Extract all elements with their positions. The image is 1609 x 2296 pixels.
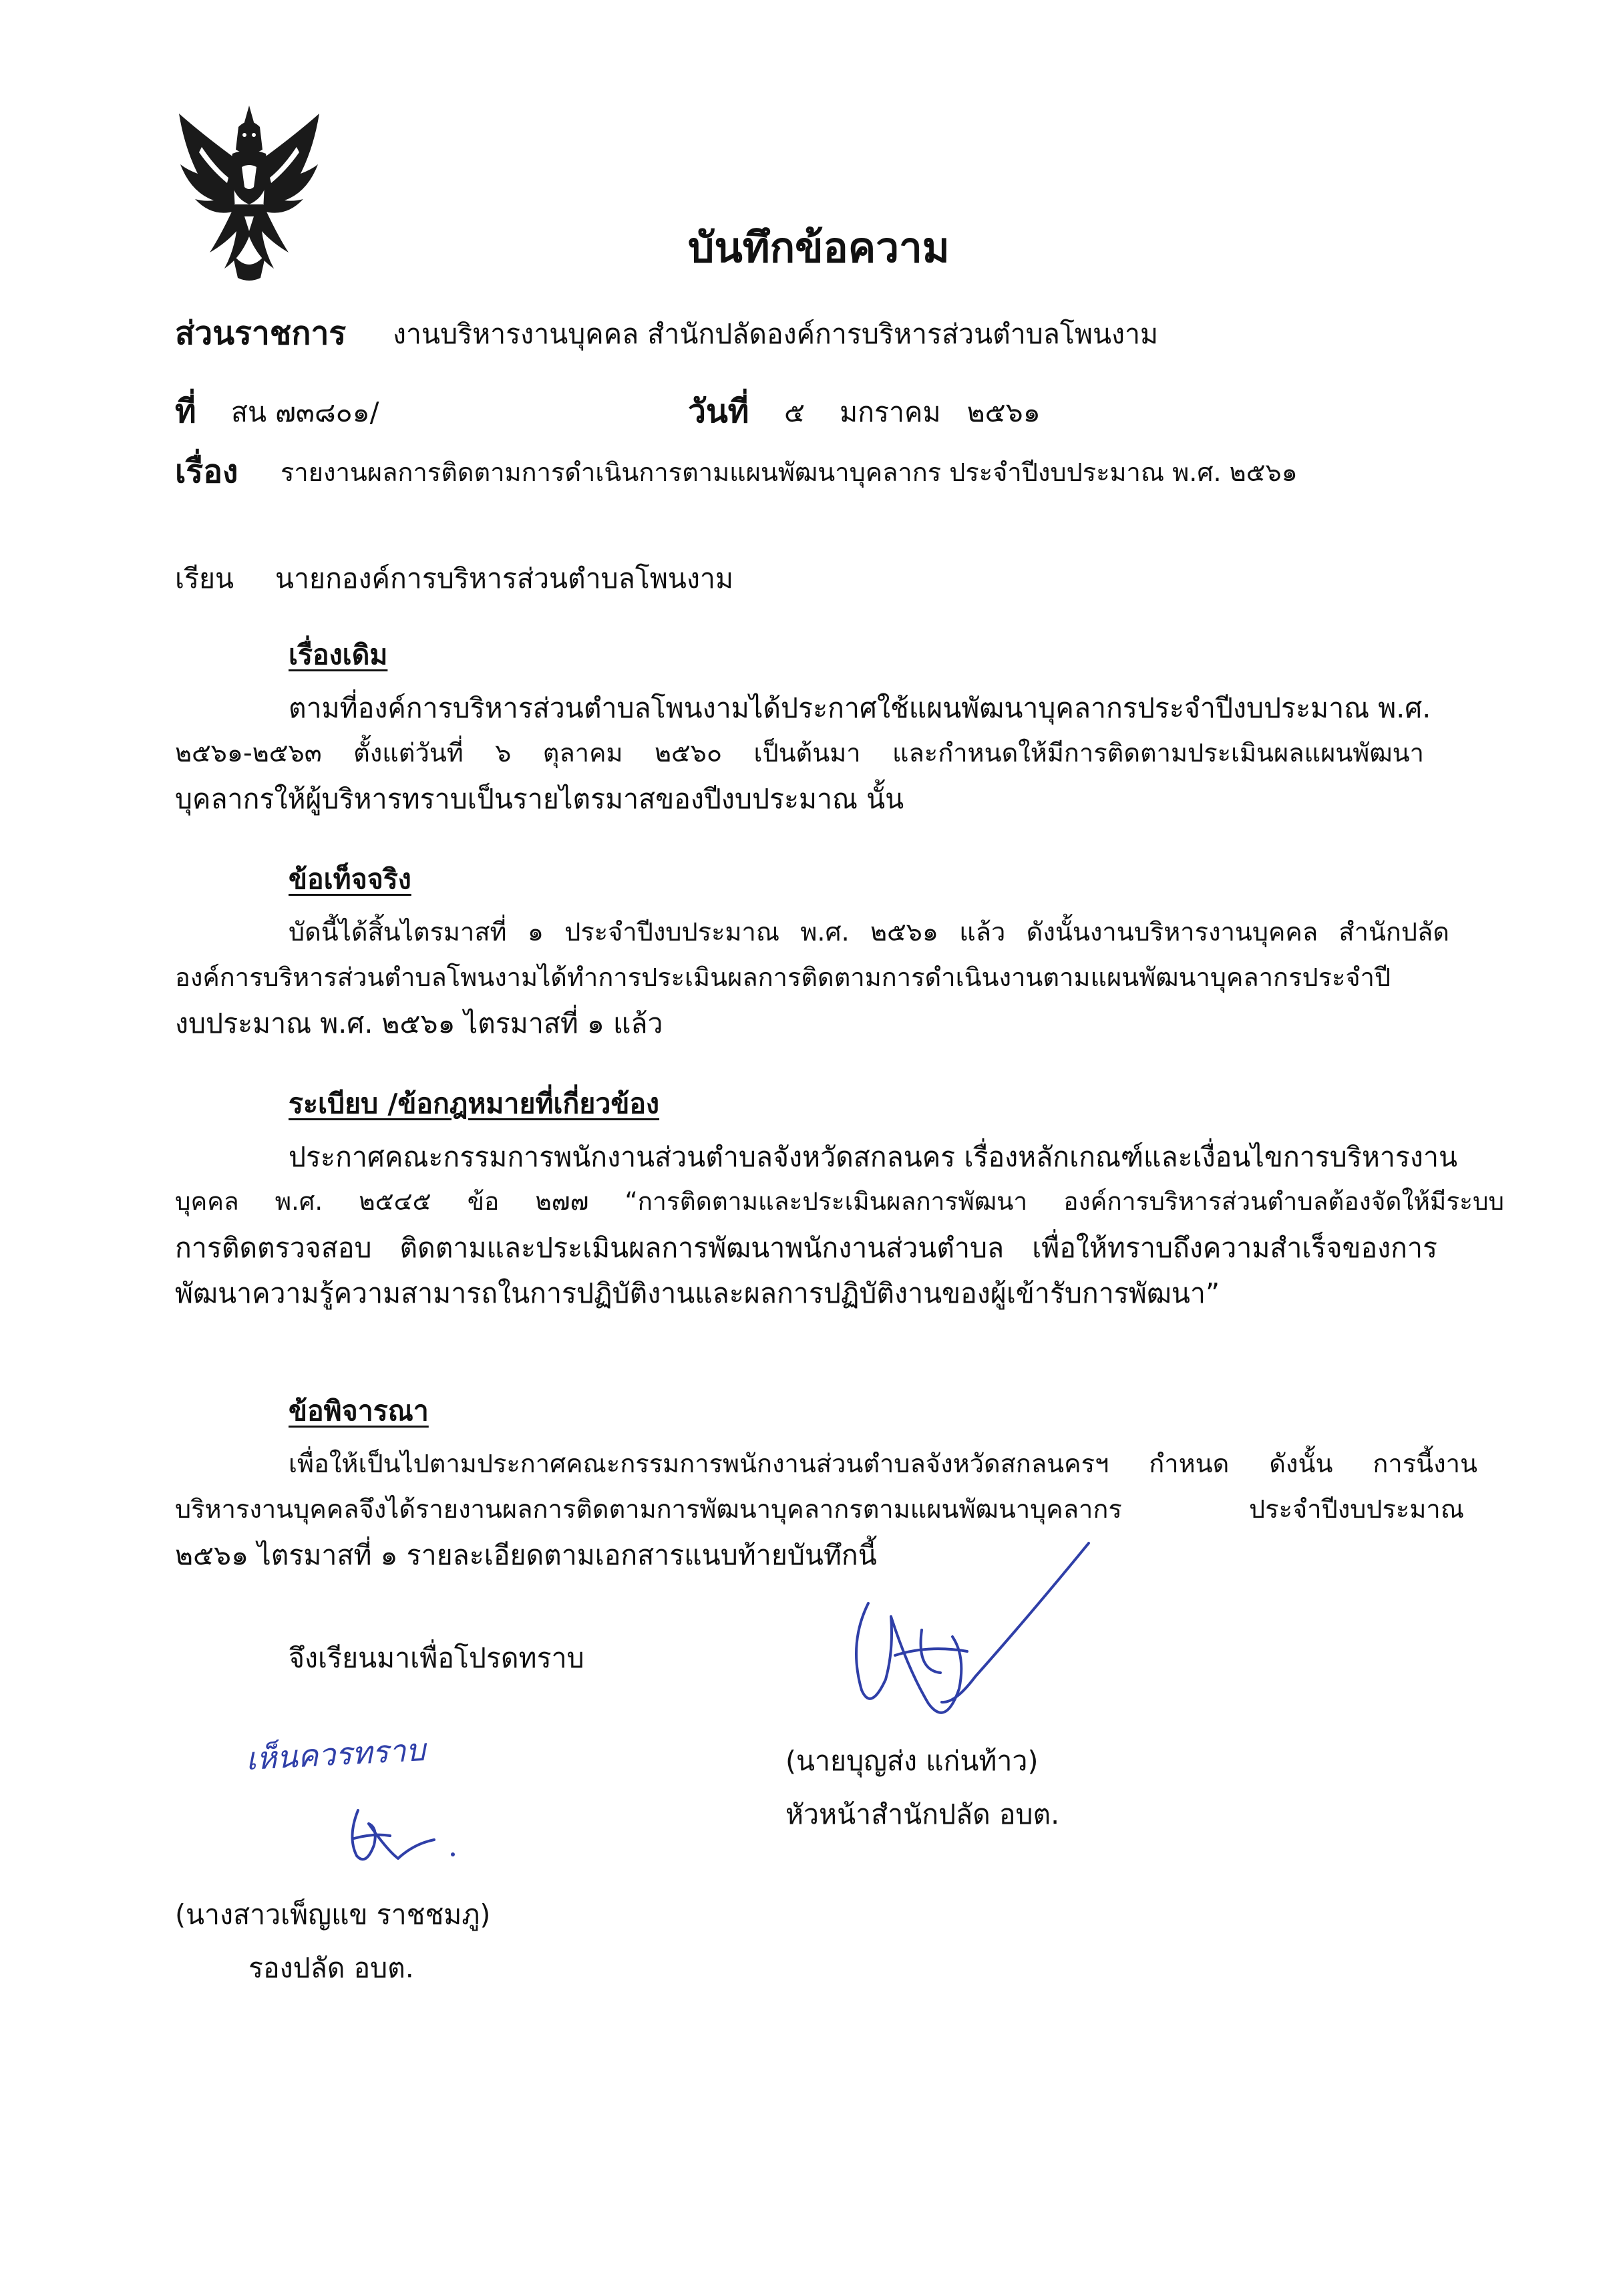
agency-label: ส่วนราชการ <box>175 315 347 352</box>
paragraph-line: การติดตรวจสอบ ติดตามและประเมินผลการพัฒนาพนักงานส่วนตำบล เพื่อให้ทราบถึงความสำเร็จของการ <box>175 1232 1437 1264</box>
paragraph-line: ๒๕๖๑-๒๕๖๓ ตั้งแต่วันที่ ๖ ตุลาคม ๒๕๖๐ เป็นต้นมา และกำหนดให้มีการติดตามประเมินผลแผนพัฒนา <box>175 738 1424 768</box>
salutation-label: เรียน <box>175 562 234 595</box>
date-value: ๕ มกราคม ๒๕๖๑ <box>784 396 1041 428</box>
paragraph-line: บัดนี้ได้สิ้นไตรมาสที่ ๑ ประจำปีงบประมาณ พ.ศ. ๒๕๖๑ แล้ว ดังนั้นงานบริหารงานบุคคล สำนักปลัด <box>289 917 1449 947</box>
signatory-left-position: รองปลัด อบต. <box>248 1952 414 1984</box>
subject-label: เรื่อง <box>175 453 238 490</box>
paragraph-line: องค์การบริหารส่วนตำบลโพนงามได้ทำการประเมินผลการติดตามการดำเนินงานตามแผนพัฒนาบุคลากรประจำปี <box>175 963 1391 992</box>
agency-value: งานบริหารงานบุคคล สำนักปลัดองค์การบริหารส่วนตำบลโพนงาม <box>393 318 1159 350</box>
paragraph-line: บุคคล พ.ศ. ๒๕๔๕ ข้อ ๒๗๗ “การติดตามและประเมินผลการพัฒนา องค์การบริหารส่วนตำบลต้องจัดให้มีระบบ <box>175 1187 1504 1216</box>
paragraph-line: ๒๕๖๑ ไตรมาสที่ ๑ รายละเอียดตามเอกสารแนบท้ายบันทึกนี้ <box>175 1539 877 1571</box>
regulations-heading: ระเบียบ /ข้อกฎหมายที่เกี่ยวข้อง <box>289 1088 660 1120</box>
subject-value: รายงานผลการติดตามการดำเนินการตามแผนพัฒนาบุคลากร ประจำปีงบประมาณ พ.ศ. ๒๕๖๑ <box>281 458 1298 487</box>
closing-line: จึงเรียนมาเพื่อโปรดทราบ <box>289 1642 584 1674</box>
signature-left <box>334 1797 468 1870</box>
date-label: วันที่ <box>688 393 749 430</box>
paragraph-line: เพื่อให้เป็นไปตามประกาศคณะกรรมการพนักงานส่วนตำบลจังหวัดสกลนครฯ กำหนด ดังนั้น การนี้งาน <box>289 1449 1477 1478</box>
paragraph-line: งบประมาณ พ.ศ. ๒๕๖๑ ไตรมาสที่ ๑ แล้ว <box>175 1007 663 1039</box>
signatory-left-name: (นางสาวเพ็ญแข ราชชมภู) <box>175 1899 491 1931</box>
paragraph-line: ตามที่องค์การบริหารส่วนตำบลโพนงามได้ประกาศใช้แผนพัฒนาบุคลากรประจำปีงบประมาณ พ.ศ. <box>289 692 1431 724</box>
facts-heading: ข้อเท็จจริง <box>289 863 411 895</box>
reference-label: ที่ <box>175 393 196 430</box>
signatory-right-position: หัวหน้าสำนักปลัด อบต. <box>785 1798 1060 1830</box>
reference-value: สน ๗๓๘๐๑/ <box>231 396 379 428</box>
paragraph-line: บริหารงานบุคคลจึงได้รายงานผลการติดตามการพัฒนาบุคลากรตามแผนพัฒนาบุคลากร ประจำปีงบประมาณ <box>175 1494 1464 1524</box>
paragraph-line: พัฒนาความรู้ความสามารถในการปฏิบัติงานและผลการปฏิบัติงานของผู้เข้ารับการพัฒนา” <box>175 1277 1220 1309</box>
memo-title: บันทึกข้อความ <box>688 223 950 272</box>
salutation-value: นายกองค์การบริหารส่วนตำบลโพนงาม <box>275 562 733 595</box>
garuda-emblem-icon <box>175 100 323 281</box>
handwritten-note: เห็นควรทราบ <box>244 1732 427 1777</box>
consideration-heading: ข้อพิจารณา <box>289 1395 429 1427</box>
signatory-right-name: (นายบุญส่ง แก่นท้าว) <box>785 1745 1039 1777</box>
signature-right <box>828 1536 1149 1750</box>
paragraph-line: บุคลากรให้ผู้บริหารทราบเป็นรายไตรมาสของปีงบประมาณ นั้น <box>175 783 904 815</box>
background-heading: เรื่องเดิม <box>289 639 388 671</box>
paragraph-line: ประกาศคณะกรรมการพนักงานส่วนตำบลจังหวัดสกลนคร เรื่องหลักเกณฑ์และเงื่อนไขการบริหารงาน <box>289 1141 1457 1173</box>
